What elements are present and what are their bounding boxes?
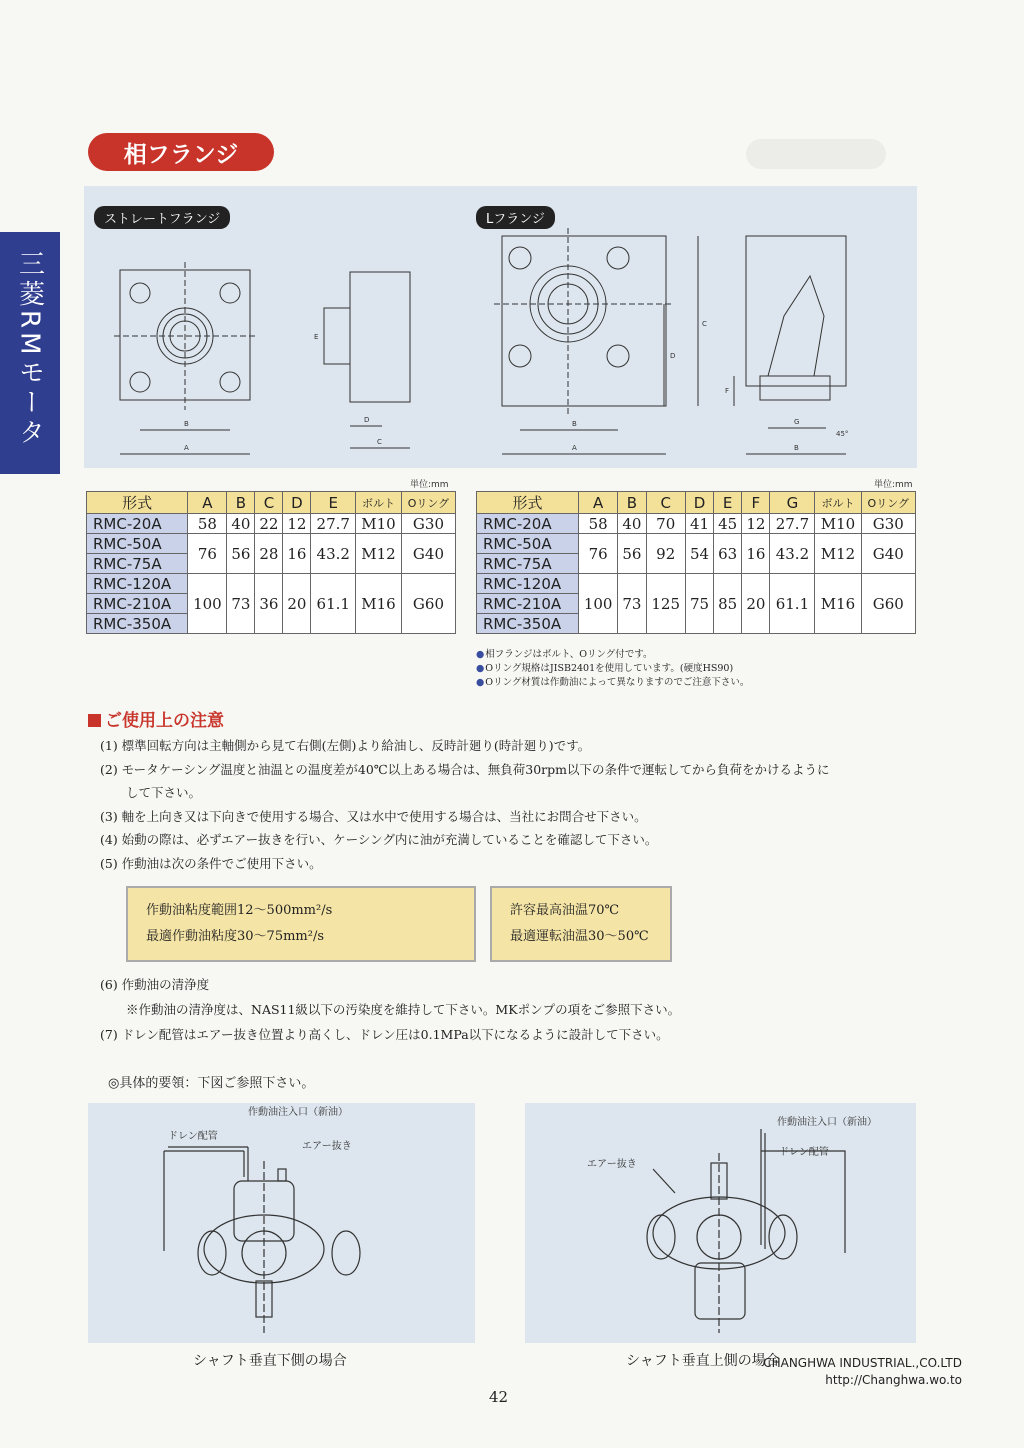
note-item: ● 相フランジはボルト、Oリング付です。 — [476, 648, 749, 662]
table-row — [87, 534, 456, 554]
value-cell: M10 — [356, 514, 402, 534]
temperature-box — [490, 886, 672, 962]
flange-drawings — [84, 186, 917, 468]
faded-tab — [746, 139, 886, 169]
dim-b-l: B — [572, 420, 577, 428]
col-header: B — [618, 492, 646, 514]
value-cell: 56 — [227, 534, 255, 574]
dim-b2-l: B — [794, 444, 799, 452]
col-header: E — [311, 492, 356, 514]
detail-note: ◎具体的要領：下図ご参照下さい。 — [108, 1076, 315, 1091]
value-cell: G60 — [861, 574, 915, 634]
rule-item: (1) 標準回転方向は主軸側から見て右側(左側)より給油し、反時計廻り(時計廻り)です。 — [100, 738, 591, 753]
col-header: F — [742, 492, 770, 514]
unit-label-right: 単位:mm — [874, 480, 913, 490]
company-name: CHANGHWA INDUSTRIAL.,CO.LTD — [763, 1356, 962, 1370]
col-header: D — [685, 492, 713, 514]
value-cell: 76 — [578, 534, 617, 574]
drain-label: ドレン配管 — [779, 1147, 829, 1158]
col-header: C — [646, 492, 685, 514]
value-cell: G40 — [401, 534, 455, 574]
side-tab — [0, 232, 60, 474]
value-cell: 56 — [618, 534, 646, 574]
value-cell: 125 — [646, 574, 685, 634]
value-cell: 58 — [578, 514, 617, 534]
col-header: 形式 — [477, 492, 579, 514]
col-header: E — [714, 492, 742, 514]
value-cell: 12 — [742, 514, 770, 534]
model-cell: RMC-75A — [477, 554, 579, 574]
rule-item: (2) モータケーシング温度と油温との温度差が40℃以上ある場合は、無負荷30rpm以下の条件で運転してから負荷をかけるように — [100, 761, 830, 777]
col-header: 形式 — [87, 492, 188, 514]
inlet-label: 作動油注入口（新油） — [777, 1117, 877, 1128]
company-info — [740, 1355, 962, 1389]
model-cell: RMC-50A — [87, 534, 188, 554]
side-tab-label: 三菱RMモータ — [14, 250, 45, 449]
dim-angle-l: 45° — [836, 430, 849, 438]
value-cell: G30 — [401, 514, 455, 534]
company-url: http://Changhwa.wo.to — [825, 1373, 962, 1387]
l-flange-front — [502, 236, 666, 406]
value-cell: 100 — [188, 574, 227, 634]
rule-item: ※作動油の清浄度は、NAS11級以下の汚染度を維持して下さい。MKポンプの項をご参照下さい。 — [126, 1002, 681, 1017]
table-header-row — [87, 492, 456, 514]
install-down-panel — [88, 1103, 475, 1343]
value-cell: 58 — [188, 514, 227, 534]
dim-d-l: D — [670, 352, 676, 360]
col-header: A — [578, 492, 617, 514]
square-bullet-icon — [88, 714, 101, 727]
rule-item: (4) 始動の際は、必ずエアー抜きを行い、ケーシング内に油が充満していることを確認して下さい。 — [100, 832, 658, 847]
col-header: Oリング — [401, 492, 455, 514]
condition-line: 最適運転油温30〜50℃ — [510, 929, 649, 944]
value-cell: 70 — [646, 514, 685, 534]
flange-diagram-panel — [84, 186, 917, 468]
value-cell: 76 — [188, 534, 227, 574]
col-header: G — [770, 492, 815, 514]
condition-line: 最適作動油粘度30〜75mm²/s — [146, 929, 325, 944]
col-header: ボルト — [815, 492, 861, 514]
l-flange-label: Lフランジ — [476, 206, 555, 229]
dim-e-straight: E — [314, 333, 319, 341]
flange-notes — [476, 648, 749, 690]
l-flange-table — [476, 491, 916, 634]
straight-flange-label: ストレートフランジ — [94, 206, 230, 229]
table-row — [477, 534, 916, 554]
value-cell: 92 — [646, 534, 685, 574]
table-header-row — [477, 492, 916, 514]
model-cell: RMC-75A — [87, 554, 188, 574]
model-cell: RMC-50A — [477, 534, 579, 554]
value-cell: 43.2 — [770, 534, 815, 574]
value-cell: 73 — [227, 574, 255, 634]
value-cell: M12 — [815, 534, 861, 574]
l-flange-side — [746, 236, 846, 386]
air-vent-label: エアー抜き — [302, 1141, 352, 1152]
dim-c-l: C — [702, 320, 707, 328]
col-header: C — [255, 492, 283, 514]
value-cell: 40 — [227, 514, 255, 534]
note-item: ● Oリング材質は作動油によって異なりますのでご注意下さい。 — [476, 676, 749, 690]
dim-f-l: F — [725, 387, 730, 395]
value-cell: 45 — [714, 514, 742, 534]
table-row — [477, 574, 916, 594]
model-cell: RMC-350A — [87, 614, 188, 634]
usage-rules-continued — [100, 972, 680, 1047]
rule-item: (5) 作動油は次の条件でご使用下さい。 — [100, 855, 322, 871]
value-cell: G60 — [401, 574, 455, 634]
value-cell: 43.2 — [311, 534, 356, 574]
value-cell: 41 — [685, 514, 713, 534]
value-cell: M16 — [356, 574, 402, 634]
table-row — [477, 514, 916, 534]
value-cell: 40 — [618, 514, 646, 534]
value-cell: 61.1 — [770, 574, 815, 634]
col-header: D — [283, 492, 311, 514]
dim-b-straight: B — [184, 420, 189, 428]
value-cell: 73 — [618, 574, 646, 634]
usage-rules — [100, 734, 920, 875]
model-cell: RMC-350A — [477, 614, 579, 634]
dim-g-l: G — [794, 418, 800, 426]
usage-heading-text: ご使用上の注意 — [105, 711, 224, 731]
value-cell: G40 — [861, 534, 915, 574]
drain-label: ドレン配管 — [168, 1131, 218, 1142]
model-cell: RMC-120A — [87, 574, 188, 594]
dim-d-straight: D — [364, 416, 370, 424]
value-cell: 28 — [255, 534, 283, 574]
motor-shaft-down-drawing — [88, 1103, 475, 1343]
value-cell: 63 — [714, 534, 742, 574]
col-header: ボルト — [356, 492, 402, 514]
dim-a-straight: A — [184, 444, 189, 452]
value-cell: 27.7 — [770, 514, 815, 534]
straight-flange-side — [350, 272, 410, 402]
rule-item: (7) ドレン配管はエアー抜き位置より高くし、ドレン圧は0.1MPa以下になるように設計して下さい。 — [100, 1027, 669, 1042]
col-header: Oリング — [861, 492, 915, 514]
viscosity-box — [126, 886, 476, 962]
rule-item: して下さい。 — [126, 785, 202, 800]
rule-item: (6) 作動油の清浄度 — [100, 977, 210, 992]
value-cell: M12 — [356, 534, 402, 574]
value-cell: M16 — [815, 574, 861, 634]
value-cell: 36 — [255, 574, 283, 634]
model-cell: RMC-210A — [87, 594, 188, 614]
unit-label-left: 単位:mm — [410, 480, 449, 490]
air-vent-label: エアー抜き — [587, 1159, 637, 1170]
page-number: 42 — [489, 1388, 509, 1406]
note-item: ● Oリング規格はJISB2401を使用しています。(硬度HS90) — [476, 662, 749, 676]
condition-line: 作動油粘度範囲12〜500mm²/s — [146, 903, 333, 918]
value-cell: 61.1 — [311, 574, 356, 634]
value-cell: M10 — [815, 514, 861, 534]
value-cell: 75 — [685, 574, 713, 634]
value-cell: 16 — [742, 534, 770, 574]
usage-heading — [88, 706, 224, 731]
value-cell: G30 — [861, 514, 915, 534]
value-cell: 27.7 — [311, 514, 356, 534]
value-cell: 20 — [283, 574, 311, 634]
model-cell: RMC-20A — [87, 514, 188, 534]
model-cell: RMC-210A — [477, 594, 579, 614]
caption-shaft-up: シャフト垂直上側の場合 — [626, 1353, 780, 1369]
inlet-label: 作動油注入口（新油） — [248, 1107, 348, 1118]
value-cell: 16 — [283, 534, 311, 574]
table-row — [87, 514, 456, 534]
value-cell: 12 — [283, 514, 311, 534]
model-cell: RMC-20A — [477, 514, 579, 534]
value-cell: 85 — [714, 574, 742, 634]
value-cell: 20 — [742, 574, 770, 634]
model-cell: RMC-120A — [477, 574, 579, 594]
dim-a-l: A — [572, 444, 577, 452]
col-header: B — [227, 492, 255, 514]
install-up-panel — [525, 1103, 916, 1343]
dim-c-straight: C — [377, 438, 382, 446]
value-cell: 22 — [255, 514, 283, 534]
condition-line: 許容最高油温70℃ — [510, 903, 620, 918]
value-cell: 100 — [578, 574, 617, 634]
section-title: 相フランジ — [88, 133, 274, 171]
value-cell: 54 — [685, 534, 713, 574]
straight-flange-table — [86, 491, 456, 634]
motor-shaft-up-drawing — [525, 1103, 916, 1343]
rule-item: (3) 軸を上向き又は下向きで使用する場合、又は水中で使用する場合は、当社にお問合せ下さい。 — [100, 808, 647, 824]
table-row — [87, 574, 456, 594]
col-header: A — [188, 492, 227, 514]
caption-shaft-down: シャフト垂直下側の場合 — [193, 1353, 347, 1369]
